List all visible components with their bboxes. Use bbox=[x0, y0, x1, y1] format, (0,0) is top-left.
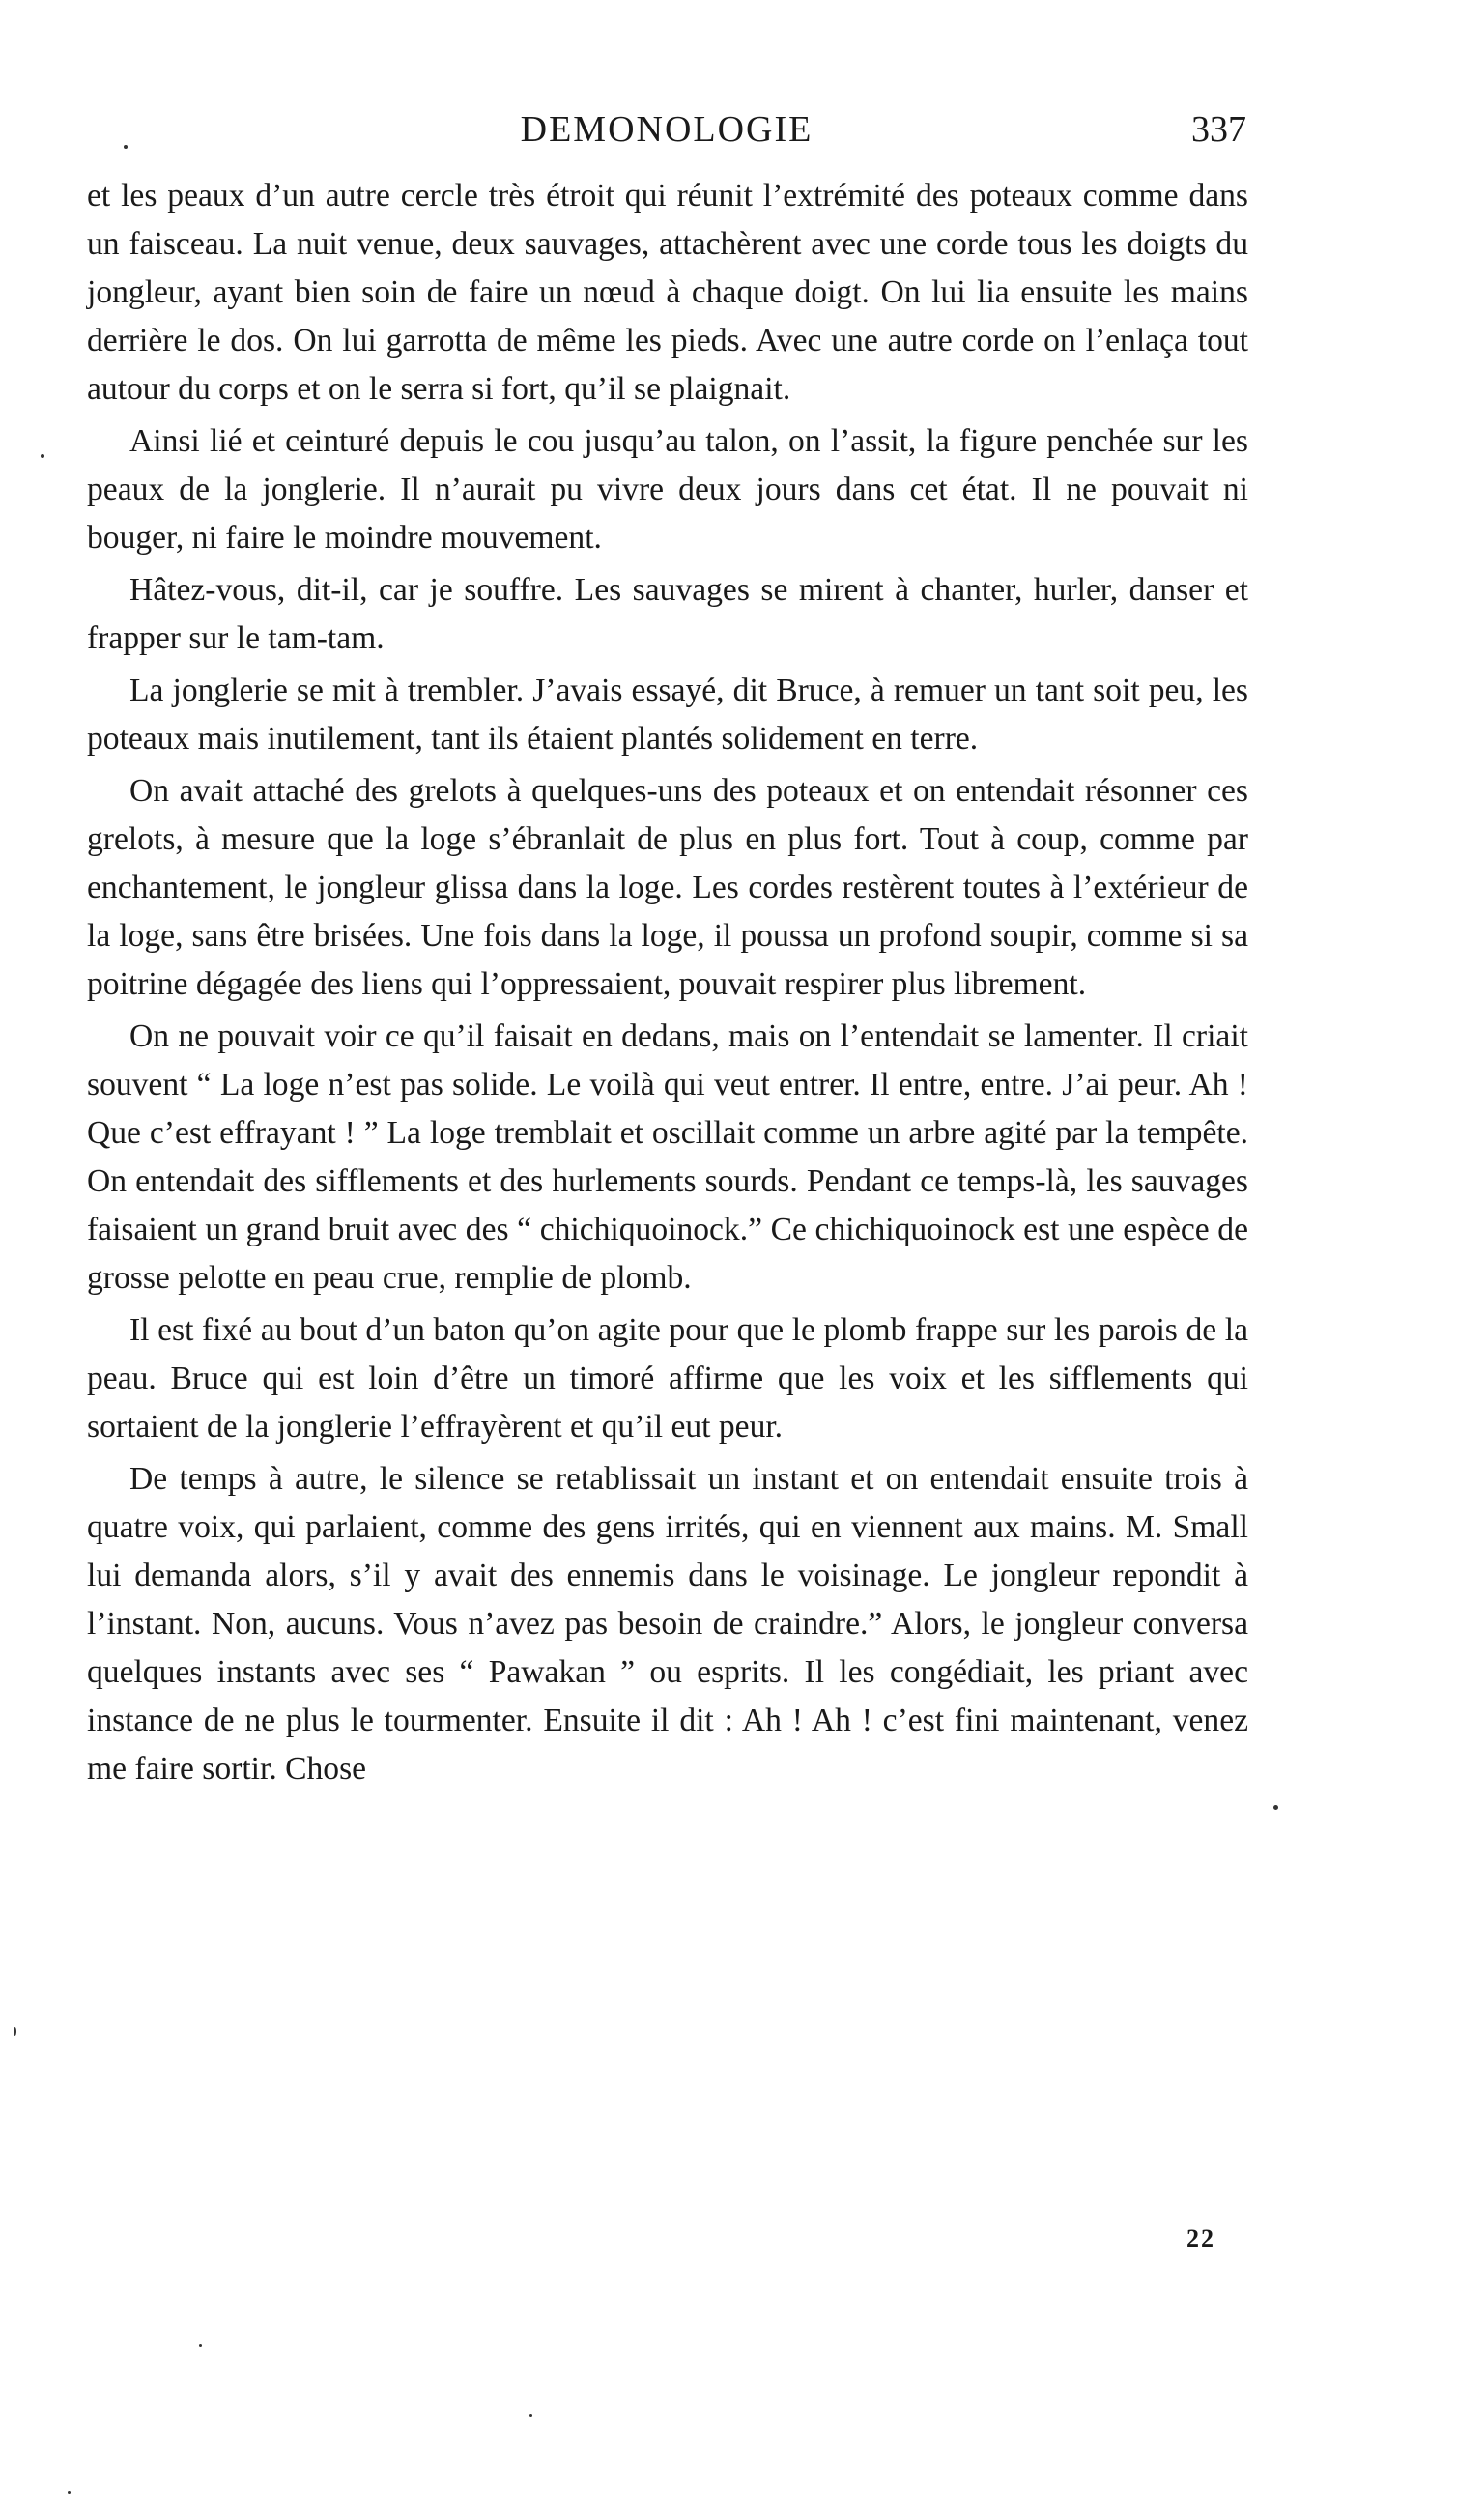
page-number: 337 bbox=[1191, 109, 1246, 150]
scan-speck bbox=[529, 2414, 532, 2417]
paragraph: On avait attaché des grelots à quelques-uns des poteaux et on entendait résonner ces grelots, à mesure que la loge s’ébranlait de plus en plus fort. Tout à coup, comme par enchantement, le jongleur glissa dans la loge. Les cordes restèrent toutes à l’extérieur de la loge, sans être brisées. Une fois dans la loge, il poussa un profond soupir, comme si sa poitrine dégagée des liens qui l’oppressaient, pouvait respirer plus librement. bbox=[87, 773, 1248, 1002]
scan-speck bbox=[199, 2344, 202, 2347]
scan-speck bbox=[1273, 1805, 1278, 1810]
paragraph: Hâtez-vous, dit-il, car je souffre. Les sauvages se mirent à chanter, hurler, danser et frapper sur le tam-tam. bbox=[87, 572, 1248, 656]
paragraph: Il est fixé au bout d’un baton qu’on agite pour que le plomb frappe sur les parois de la peau. Bruce qui est loin d’être un timoré affirme que les voix et les sifflements qui sortaient de la jonglerie l’effrayèrent et qu’il eut peur. bbox=[87, 1312, 1248, 1445]
scan-speck bbox=[41, 454, 44, 458]
scan-speck bbox=[124, 145, 128, 149]
scan-speck bbox=[68, 2491, 71, 2494]
body-text bbox=[87, 172, 1248, 1797]
paragraph: et les peaux d’un autre cercle très étroit qui réunit l’extrémité des poteaux comme dans un faisceau. La nuit venue, deux sauvages, attachèrent avec une corde tous les doigts du jongleur, ayant bien soin de faire un nœud à chaque doigt. On lui lia ensuite les mains derrière le dos. On lui garrotta de même les pieds. Avec une autre corde on l’enlaça tout autour du corps et on le serra si fort, qu’il se plaignait. bbox=[87, 178, 1248, 407]
running-head bbox=[97, 108, 1246, 157]
running-title: DEMONOLOGIE bbox=[520, 109, 814, 150]
paragraph: Ainsi lié et ceinturé depuis le cou jusqu’au talon, on l’assit, la figure penchée sur les peaux de la jonglerie. Il n’aurait pu vivre deux jours dans cet état. Il ne pouvait ni bouger, ni faire le moindre mouvement. bbox=[87, 423, 1248, 556]
scan-speck bbox=[14, 2027, 16, 2036]
paragraph: La jonglerie se mit à trembler. J’avais essayé, dit Bruce, à remuer un tant soit peu, les poteaux mais inutilement, tant ils étaient plantés solidement en terre. bbox=[87, 673, 1248, 757]
paragraph: De temps à autre, le silence se retablissait un instant et on entendait ensuite trois à quatre voix, qui parlaient, comme des gens irrités, qui en viennent aux mains. M. Small lui demanda alors, s’il y avait des ennemis dans le voisinage. Le jongleur repondit à l’instant. Non, aucuns. Vous n’avez pas besoin de craindre.” Alors, le jongleur conversa quelques instants avec ses “ Pawakan ” ou esprits. Il les congédiait, les priant avec instance de ne plus le tourmenter. Ensuite il dit : Ah ! Ah ! c’est fini maintenant, venez me faire sortir. Chose bbox=[87, 1461, 1248, 1787]
paragraph: On ne pouvait voir ce qu’il faisait en dedans, mais on l’entendait se lamenter. Il criait souvent “ La loge n’est pas solide. Le voilà qui veut entrer. Il entre, entre. J’ai peur. Ah ! Que c’est effrayant ! ” La loge tremblait et oscillait comme un arbre agité par la tempête. On entendait des sifflements et des hurlements sourds. Pendant ce temps-là, les sauvages faisaient un grand bruit avec des “ chichiquoinock.” Ce chichiquoinock est une espèce de grosse pelotte en peau crue, remplie de plomb. bbox=[87, 1018, 1248, 1296]
signature-mark: 22 bbox=[1186, 2224, 1215, 2252]
